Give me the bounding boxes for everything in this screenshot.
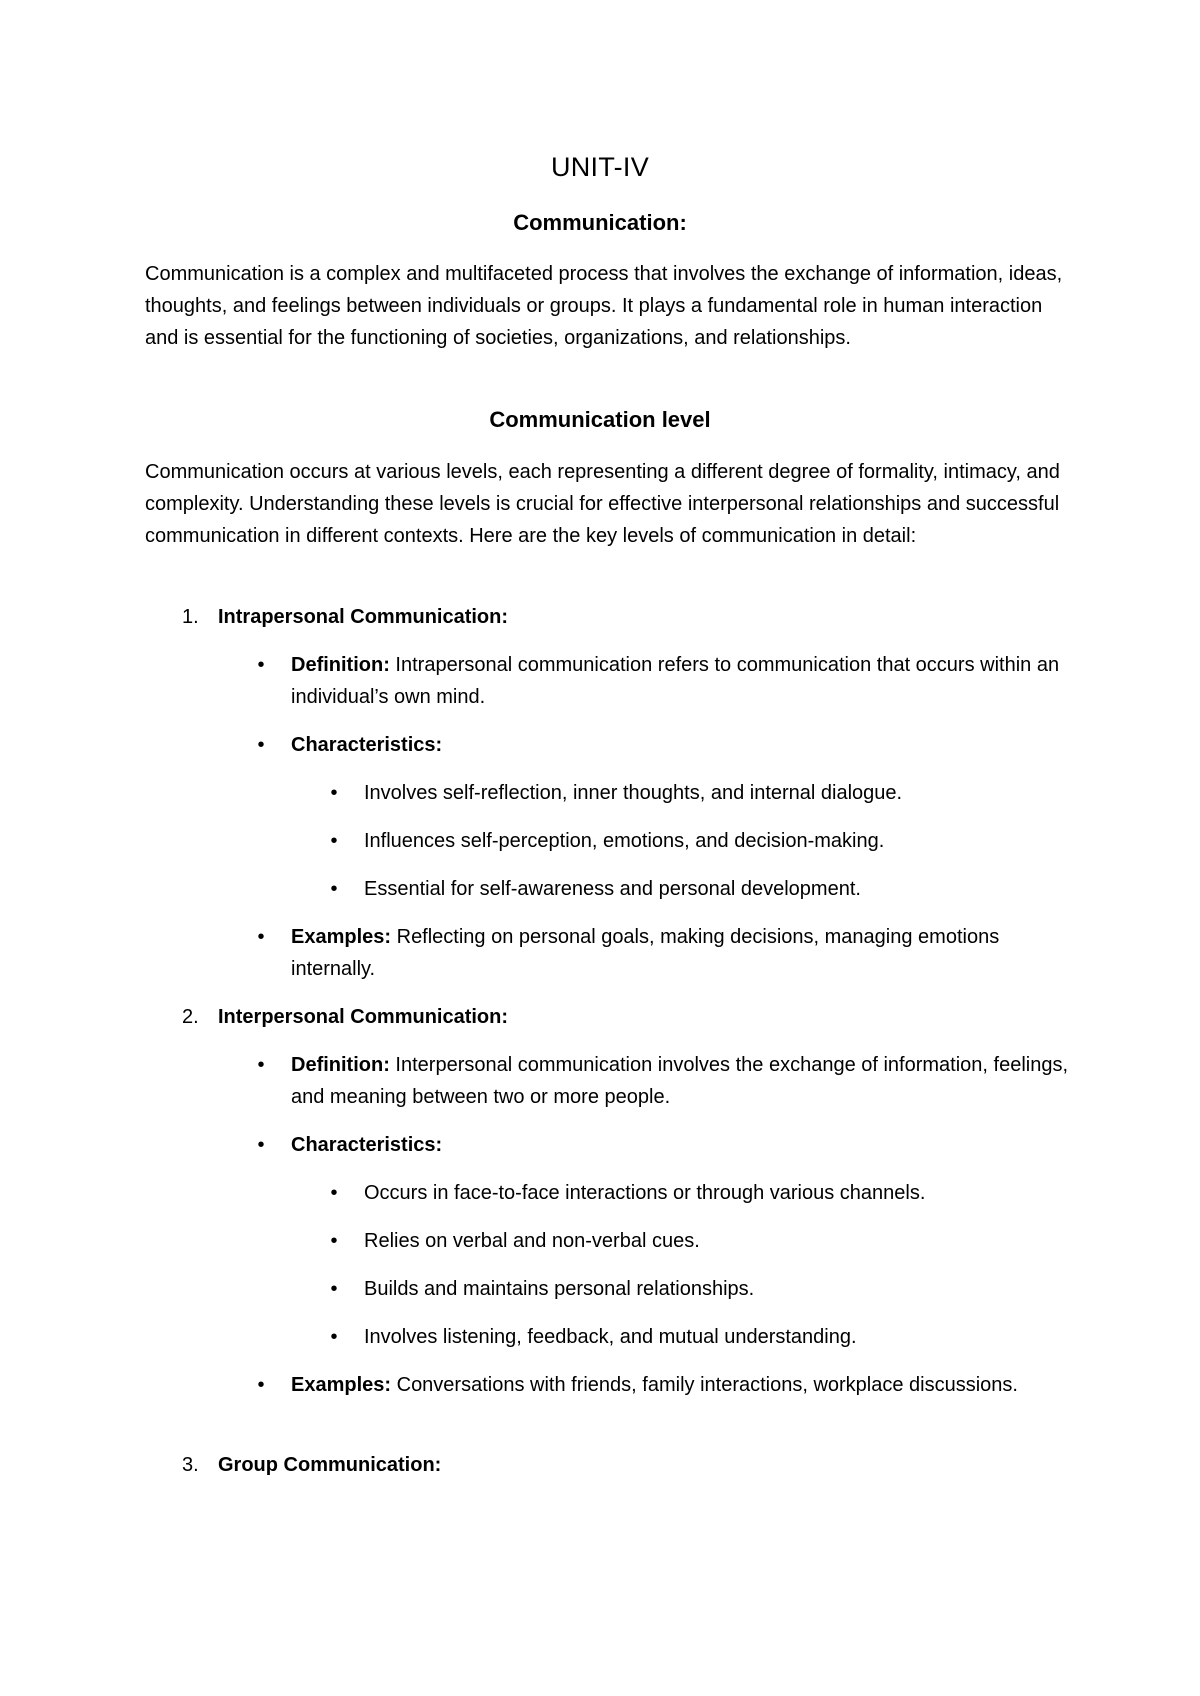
bullet-icon: • — [330, 1326, 338, 1348]
list-heading: Interpersonal Communication: — [218, 1006, 509, 1028]
examples-bullet — [257, 1369, 1081, 1401]
bullet-icon: • — [330, 1230, 338, 1252]
bullet-icon: • — [330, 1182, 338, 1204]
bullet-icon: • — [257, 654, 265, 676]
definition-label: Definition: — [291, 1054, 390, 1076]
bullet-icon: • — [257, 1054, 265, 1076]
examples-text: Reflecting on personal goals, making decisions, managing emotions internally. — [291, 926, 1000, 980]
characteristic-text: Occurs in face-to-face interactions or through various channels. — [364, 1182, 926, 1204]
characteristic-item — [330, 1273, 1084, 1305]
examples-bullet — [257, 921, 1081, 985]
definition-text: Intrapersonal communication refers to communication that occurs within an individual’s own mind. — [291, 654, 1060, 708]
characteristic-text: Influences self-perception, emotions, and decision-making. — [364, 830, 885, 852]
characteristics-label: Characteristics: — [291, 1134, 443, 1156]
characteristic-item — [330, 1225, 1084, 1257]
bullet-icon: • — [257, 1134, 265, 1156]
characteristics-label: Characteristics: — [291, 734, 443, 756]
definition-bullet — [257, 1049, 1081, 1113]
unit-title: UNIT-IV — [550, 152, 650, 182]
characteristic-text: Essential for self-awareness and personal development. — [364, 878, 861, 900]
communication-level-heading: Communication level — [489, 407, 711, 432]
definition-bullet — [257, 649, 1081, 713]
examples-label: Examples: — [291, 1374, 392, 1396]
levels-paragraph: Communication occurs at various levels, each representing a different degree of formality, intimacy, and complexity. Understanding these levels is crucial for effective interpersonal relationships and successful communication in different contexts. Here are the key levels of communication in detail: — [145, 461, 1060, 547]
characteristic-item — [330, 777, 1084, 809]
characteristic-item — [330, 1177, 1084, 1209]
list-item-intrapersonal — [182, 601, 508, 633]
communication-heading: Communication: — [513, 210, 687, 235]
bullet-icon: • — [330, 782, 338, 804]
examples-label: Examples: — [291, 926, 392, 948]
definition-label: Definition: — [291, 654, 390, 676]
list-number: 3. — [182, 1454, 199, 1476]
list-heading: Group Communication: — [218, 1454, 442, 1476]
bullet-icon: • — [330, 1278, 338, 1300]
definition-text: Interpersonal communication involves the exchange of information, feelings, and meaning between two or more people. — [291, 1054, 1069, 1108]
characteristic-text: Builds and maintains personal relationships. — [364, 1278, 755, 1300]
characteristic-text: Involves listening, feedback, and mutual understanding. — [364, 1326, 857, 1348]
examples-text: Conversations with friends, family interactions, workplace discussions. — [391, 1374, 1018, 1396]
characteristics-bullet — [257, 729, 1081, 761]
list-item-interpersonal — [182, 1001, 508, 1033]
characteristic-item — [330, 825, 1084, 857]
characteristic-text: Involves self-reflection, inner thoughts, and internal dialogue. — [364, 782, 903, 804]
list-number: 2. — [182, 1006, 199, 1028]
bullet-icon: • — [330, 830, 338, 852]
list-item-group — [182, 1449, 441, 1481]
list-number: 1. — [182, 606, 199, 628]
bullet-icon: • — [257, 1374, 265, 1396]
characteristic-item — [330, 1321, 1084, 1353]
bullet-icon: • — [257, 926, 265, 948]
characteristic-item — [330, 873, 1084, 905]
bullet-icon: • — [257, 734, 265, 756]
list-heading: Intrapersonal Communication: — [218, 606, 509, 628]
characteristics-bullet — [257, 1129, 1081, 1161]
bullet-icon: • — [330, 878, 338, 900]
characteristic-text: Relies on verbal and non-verbal cues. — [364, 1230, 700, 1252]
intro-paragraph: Communication is a complex and multifaceted process that involves the exchange of information, ideas, thoughts, and feelings between individuals or groups. It plays a fundamental role in human interaction and is essential for the functioning of societies, organizations, and relationships. — [145, 263, 1063, 349]
